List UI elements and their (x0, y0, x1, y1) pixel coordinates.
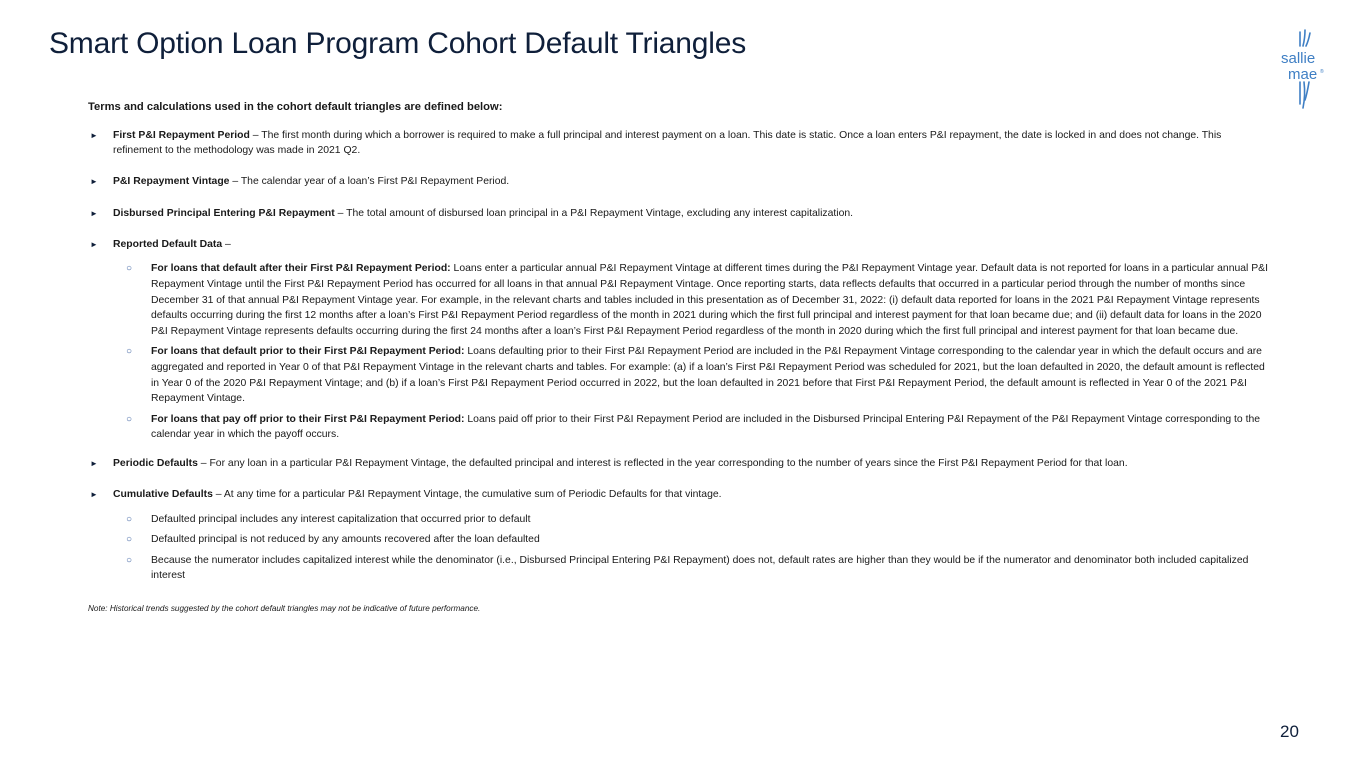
arrow-bullet-icon: ► (90, 177, 98, 187)
sub-item-default-prior (88, 344, 1268, 406)
sub-item-not-reduced (88, 532, 1268, 548)
bullet-disbursed-principal (88, 206, 1268, 222)
sub-item-default-after (88, 261, 1268, 339)
sub-item-pay-off-prior (88, 412, 1268, 443)
sub-text: Loans defaulting prior to their First P&I Repayment Period are included in the P&I Repayment Vintage corresponding to the calendar year in which the default occurs and are aggregated and reported in Year 0 of that P&I Repayment Vintage in the relevant charts and tables. For example: (a) if a loan’s First P&I Repayment Period was scheduled for 2021, but the loan defaulted in 2020, the default amount is reflected in Year 0 of the 2020 P&I Repayment Vintage; and (b) if a loan’s First P&I Repayment Period occurred in 2022, but the loan defaulted in 2021 before that First P&I Repayment Period, the default amount is reflected in Year 0 of the 2021 P&I Repayment Vintage. (151, 346, 1265, 405)
bullet-term: Periodic Defaults (113, 457, 198, 469)
sallie-mae-logo (1278, 28, 1338, 110)
circle-bullet-icon: ○ (126, 534, 133, 546)
bullet-text: – For any loan in a particular P&I Repayment Vintage, the defaulted principal and interest is reflected in the year corresponding to the number of years since the First P&I Repayment Period for that loan. (197, 457, 1128, 469)
arrow-bullet-icon: ► (90, 239, 98, 249)
footnote: Note: Historical trends suggested by the cohort default triangles may not be indicative of future performance. (88, 604, 481, 614)
sub-text: Defaulted principal includes any interest capitalization that occurred prior to default (151, 513, 531, 525)
circle-bullet-icon: ○ (126, 263, 133, 275)
reported-default-sublist (88, 261, 1268, 443)
circle-bullet-icon: ○ (126, 346, 133, 358)
intro-heading: Terms and calculations used in the cohort default triangles are defined below: (88, 101, 503, 113)
bullet-first-pi-repayment-period (88, 128, 1268, 159)
sub-text: Loans paid off prior to their First P&I Repayment Period are included in the Disbursed Principal Entering P&I Repayment of the P&I Repayment Vintage corresponding to the calendar year in which the payoff occurs. (151, 413, 1261, 441)
sub-term: For loans that default after their First P&I Repayment Period: (151, 263, 451, 275)
arrow-bullet-icon: ► (90, 458, 98, 468)
sub-item-numerator (88, 553, 1268, 584)
bullet-term: Disbursed Principal Entering P&I Repayment (113, 207, 335, 219)
sub-text: Loans enter a particular annual P&I Repayment Vintage at different times during the P&I Repayment Vintage year. Default data is not reported for loans in a particular annual P&I Repayment Vintage until the First P&I Repayment Period has occurred for all loans in that annual P&I Repayment Vintage. Once reporting starts, data reflects defaults that occurred in a particular period through the number of months since December 31 of that annual P&I Repayment Vintage year. For example, in the relevant charts and tables included in this presentation as of December 31, 2022: (i) default data reported for loans in the 2021 P&I Repayment Vintage represents defaults occurring during the first 12 months after a loan’s First P&I Repayment Period regardless of the month in 2021 during which the first full principal and interest payment for that loan became due; and (ii) default data for loans in the 2020 P&I Repayment Vintage represents defaults occurring during the first 24 months after a loan’s First P&I Repayment Period regardless of the month in 2020 during which the first full principal and interest payment for that loan became due. (151, 263, 1268, 337)
bullet-text: – (222, 238, 231, 250)
logo-text-mae: mae (1288, 66, 1318, 83)
definitions-content (88, 100, 1268, 617)
page-number: 20 (1280, 722, 1299, 741)
cumulative-defaults-sublist (88, 512, 1268, 584)
bullet-term: First P&I Repayment Period (113, 129, 250, 141)
sub-item-capitalization (88, 512, 1268, 528)
logo-registered-mark: ® (1320, 69, 1324, 75)
circle-bullet-icon: ○ (126, 413, 133, 425)
sub-term: For loans that pay off prior to their First P&I Repayment Period: (151, 413, 465, 425)
bullet-text: – At any time for a particular P&I Repayment Vintage, the cumulative sum of Periodic Defaults for that vintage. (212, 489, 722, 501)
bullet-text: – The first month during which a borrower is required to make a full principal and interest payment on a loan. This date is static. Once a loan enters P&I repayment, the date is locked in and does not change. This refinement to the methodology was made in 2021 Q2. (113, 129, 1222, 157)
bullet-pi-repayment-vintage (88, 174, 1268, 190)
arrow-bullet-icon: ► (90, 130, 98, 140)
bullet-text: – The total amount of disbursed loan principal in a P&I Repayment Vintage, excluding any interest capitalization. (334, 207, 854, 219)
circle-bullet-icon: ○ (126, 554, 133, 566)
sub-term: For loans that default prior to their First P&I Repayment Period: (151, 346, 465, 358)
bullet-term: P&I Repayment Vintage (113, 176, 230, 188)
arrow-bullet-icon: ► (90, 490, 98, 500)
bullet-term: Reported Default Data (113, 238, 223, 250)
sub-text: Defaulted principal is not reduced by any amounts recovered after the loan defaulted (151, 534, 540, 546)
circle-bullet-icon: ○ (126, 513, 133, 525)
bullet-text: – The calendar year of a loan’s First P&I Repayment Period. (229, 176, 510, 188)
bullet-cumulative-defaults (88, 487, 1268, 503)
arrow-bullet-icon: ► (90, 208, 98, 218)
logo-text-sallie: sallie (1281, 50, 1316, 67)
bullet-term: Cumulative Defaults (113, 489, 213, 501)
sub-text: Because the numerator includes capitalized interest while the denominator (i.e., Disbursed Principal Entering P&I Repayment) does not, default rates are higher than they would be if the numerator and denominator both included capitalized interest (151, 554, 1249, 582)
bullet-reported-default-data (88, 237, 1268, 253)
page-title: Smart Option Loan Program Cohort Default Triangles (49, 27, 747, 60)
bullet-periodic-defaults (88, 456, 1268, 472)
